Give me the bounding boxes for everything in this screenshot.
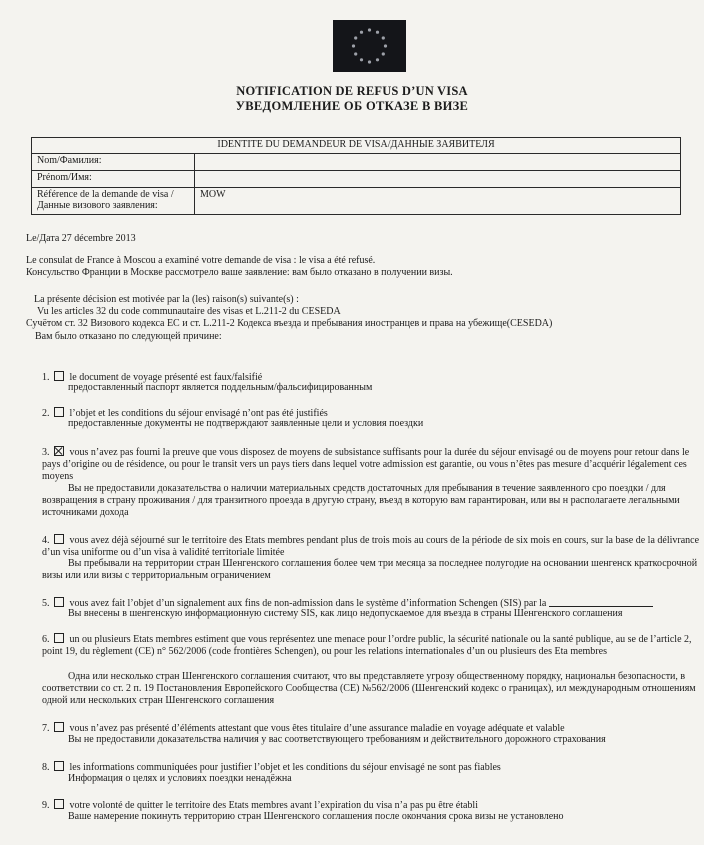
reason-2-checkbox[interactable] — [54, 407, 64, 417]
reason-number: 3. — [42, 447, 50, 458]
eu-flag-emblem — [333, 20, 406, 72]
name-label: Nom/Фамилия: — [32, 154, 195, 171]
reasons-intro-fr-1: La présente décision est motivée par la (les) raison(s) suivante(s) : — [34, 294, 299, 305]
title-french: NOTIFICATION DE REFUS D’UN VISA — [236, 84, 468, 98]
reason-number: 1. — [42, 372, 50, 383]
reason-number: 5. — [42, 598, 50, 609]
reason-8-text-ru: Информация о целях и условиях поездки ненадёжна — [68, 773, 292, 784]
reason-4 — [42, 534, 700, 559]
reason-4-checkbox[interactable] — [54, 534, 64, 544]
reference-label-line-1: Référence de la demande de visa / — [37, 189, 174, 200]
reason-1-checkbox[interactable] — [54, 371, 64, 381]
reason-1-text-fr: le document de voyage présenté est faux/falsifié — [69, 372, 263, 383]
identity-heading: IDENTITE DU DEMANDEUR DE VISA/ДАННЫЕ ЗАЯВИТЕЛЯ — [32, 138, 681, 154]
reason-4-text-fr: vous avez déjà séjourné sur le territoire des Etats membres pendant plus de trois mois au cours de la période de six mois en cours, sur la base de la délivrance d’un visa uniforme ou d’un visa à validité territoriale limitée — [42, 535, 700, 558]
reason-3-text-ru: Вы не предоставили доказательства о наличии материальных средств достаточных для пребывания в течение заявленного сро поездки / для возвращения в страну проживания / для транзитного проезда в другую страну, въезд в которую вам гарантирован, или вы н располагаете легальными источниками дохода — [42, 483, 680, 518]
date-line: Le/Дата 27 décembre 2013 — [26, 233, 136, 244]
consulate-statement-ru: Консульство Франции в Москве рассмотрело ваше заявление: вам было отказано в получении визы. — [26, 267, 453, 278]
reason-6 — [42, 633, 700, 658]
reason-7-text-ru: Вы не предоставили доказательства наличия у вас соответствующего требованиям и действительного дорожного страхования — [68, 734, 606, 745]
reason-3-checkbox[interactable] — [54, 446, 64, 456]
reason-6-checkbox[interactable] — [54, 633, 64, 643]
title-russian: УВЕДОМЛЕНИЕ ОБ ОТКАЗЕ В ВИЗЕ — [235, 99, 469, 113]
reason-5-text-ru: Вы внесены в шенгенскую информационную систему SIS, как лицо недопускаемое для въезда в страны Шенгенского соглашения — [68, 608, 623, 619]
reason-4-text-ru: Вы пребывали на территории стран Шенгенского соглашения более чем три месяца за последнее полугодие на основании шенгенск краткосрочной визы или или визы с территориальным ограничением — [42, 558, 698, 581]
reason-5-checkbox[interactable] — [54, 597, 64, 607]
reason-number: 6. — [42, 634, 50, 645]
reason-number: 9. — [42, 800, 50, 811]
reasons-intro-ru-1: Сучётом ст. 32 Визового кодекса ЕС и ст. L.211-2 Кодекса въезда и пребывания иностранцев и права на убежище(CESEDA) — [26, 318, 553, 329]
applicant-identity-table — [31, 137, 681, 215]
reference-value: MOW — [195, 188, 681, 215]
reason-6-text-fr: un ou plusieurs Etats membres estiment que vous représentez une menace pour l’ordre public, la sécurité nationale ou la santé publique, au se de l’article 2, point 19, du règlement (CE) n° 562/2006 (code frontières Schengen), ou pour les relations internationales d’un ou plusieurs des Eta membres — [42, 634, 692, 657]
reason-3 — [42, 446, 700, 483]
reason-7-checkbox[interactable] — [54, 722, 64, 732]
reason-9-text-fr: votre volonté de quitter le territoire des Etats membres avant l’expiration du visa n’a pas pu être établi — [69, 800, 478, 811]
name-value — [195, 154, 681, 171]
reason-5-text-fr: vous avez fait l’objet d’un signalement aux fins de non-admission dans le système d’information Schengen (SIS) par la — [69, 598, 547, 609]
reason-number: 8. — [42, 762, 50, 773]
reason-number: 7. — [42, 723, 50, 734]
reason-8-text-fr: les informations communiquées pour justifier l’objet et les conditions du séjour envisagé ne sont pas fiables — [69, 762, 501, 773]
reference-label-line-2: Данные визового заявления: — [37, 200, 158, 211]
reason-3-text-fr: vous n’avez pas fourni la preuve que vous disposez de moyens de subsistance suffisants pour la durée du séjour envisagé ou de moyens pour retour dans le pays d’origine ou de résidence, ou pour le transit vers un pays tiers dans lequel votre admission est garantie, ou vous n’êtes pas mesure d’acquérir légalement ces moyens — [42, 447, 690, 482]
reasons-intro-ru-2: Вам было отказано по следующей причине: — [35, 331, 222, 342]
reason-1-text-ru: предоставленный паспорт является поддельным/фальсифицированным — [68, 382, 373, 393]
reason-7-text-fr: vous n’avez pas présenté d’éléments attestant que vous êtes titulaire d’une assurance maladie en voyage adéquate et valable — [69, 723, 565, 734]
reason-9-text-ru: Ваше намерение покинуть территорию стран Шенгенского соглашения после окончания срока визы не установлено — [68, 811, 564, 822]
reason-8-checkbox[interactable] — [54, 761, 64, 771]
firstname-value — [195, 171, 681, 188]
reason-number: 2. — [42, 408, 50, 419]
reporting-state-blank[interactable] — [549, 597, 653, 607]
reason-6-text-ru: Одна или несколько стран Шенгенского соглашения считают, что вы представляете угрозу общественному порядку, национальн безопасности, в соответствии со ст. 2 п. 19 Постановления Европейского Сообщества (СЕ) №562/2006 (Шенгенский кодекс о границах), ил международным отношениям одной или нескольких стран Шенгенского соглашения — [42, 671, 696, 706]
reasons-intro-fr-2: Vu les articles 32 du code communautaire des visas et L.211-2 du CESEDA — [37, 306, 341, 317]
reason-2-text-ru: предоставленные документы не подтверждают заявленные цели и условия поездки — [68, 418, 424, 429]
reference-label — [32, 188, 195, 215]
reason-9-checkbox[interactable] — [54, 799, 64, 809]
reason-number: 4. — [42, 535, 50, 546]
consulate-statement-fr: Le consulat de France à Moscou a examiné votre demande de visa : le visa a été refusé. — [26, 255, 376, 266]
firstname-label: Prénom/Имя: — [32, 171, 195, 188]
reason-2-text-fr: l’objet et les conditions du séjour envisagé n’ont pas été justifiés — [69, 408, 328, 419]
